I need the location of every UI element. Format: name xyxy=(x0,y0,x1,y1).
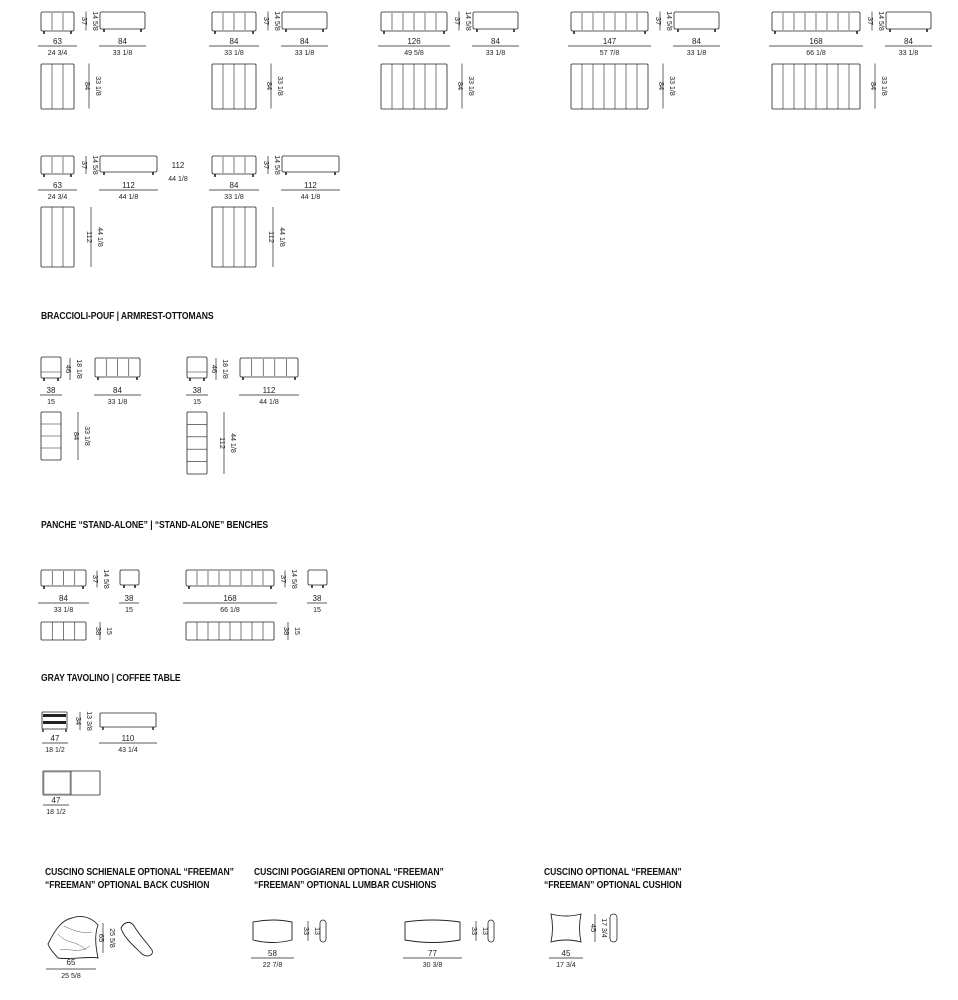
module-147-width-cm: 147 xyxy=(602,37,617,46)
module-deep-63-height-cm: 37 xyxy=(80,160,89,170)
module-147-height-in: 14 5/8 xyxy=(665,11,672,31)
module-168-depth-cm: 84 xyxy=(904,37,913,46)
coffee-table-height-cm: 34 xyxy=(74,716,83,726)
ottoman-84-width-in: 33 1/8 xyxy=(107,399,128,406)
ottoman-112-plan-depth-cm: 112 xyxy=(218,437,227,449)
module-deep-63-width-in: 24 3/4 xyxy=(47,194,68,201)
module-deep-63-side-cm: 112 xyxy=(122,181,135,190)
module-deep-63-height-in: 14 5/8 xyxy=(91,155,98,175)
module-deep-84-height-in: 14 5/8 xyxy=(273,155,280,175)
back-cushion-height-cm: 65 xyxy=(97,933,106,943)
bench-168-height-in: 14 5/8 xyxy=(290,569,297,589)
bench-84-end-width-cm: 38 xyxy=(124,594,134,603)
module-168-height-cm: 37 xyxy=(866,16,875,26)
module-deep-84-width-in: 33 1/8 xyxy=(224,194,244,201)
back-cushion-width-in: 25 5/8 xyxy=(61,973,81,980)
ottoman-84-width-cm: 84 xyxy=(113,386,122,395)
module-147-front xyxy=(571,12,648,31)
module-84-depth-cm: 84 xyxy=(300,37,309,46)
cushion-front xyxy=(551,914,581,942)
bench-168-end-width-cm: 38 xyxy=(312,594,322,603)
module-147-side xyxy=(674,12,719,29)
lumbar-cushion-58-side xyxy=(320,920,326,942)
module-168-depth-in: 33 1/8 xyxy=(898,50,919,57)
module-84-width-cm: 84 xyxy=(229,37,239,46)
section-title-cushion-it: CUSCINO OPTIONAL “FREEMAN” xyxy=(544,867,682,878)
module-63-height-cm: 37 xyxy=(80,16,89,26)
back-cushion-side xyxy=(121,922,152,955)
bench-84-plan-depth-in: 15 xyxy=(105,627,112,635)
ottoman-84-height-in: 18 1/8 xyxy=(75,359,82,379)
bench-84-height-cm: 37 xyxy=(91,574,100,584)
module-deep-63-side-in: 44 1/8 xyxy=(118,194,139,201)
module-deep-84-width-cm: 84 xyxy=(229,181,239,190)
coffee-table-plan-width-cm: 47 xyxy=(51,796,61,805)
module-deep-84-plan-depth-in: 44 1/8 xyxy=(278,227,285,247)
module-168-plan-depth-in: 33 1/8 xyxy=(880,76,887,96)
lumbar-cushion-58-height-cm: 33 xyxy=(302,926,311,936)
module-84-height-in: 14 5/8 xyxy=(273,11,280,31)
module-84-width-in: 33 1/8 xyxy=(224,50,244,57)
back-cushion-width-cm: 65 xyxy=(66,958,76,967)
bench-84-width-in: 33 1/8 xyxy=(53,607,74,614)
module-deep-84-plan-depth-cm: 112 xyxy=(267,231,276,243)
module-84-height-cm: 37 xyxy=(262,16,271,26)
module-84-depth-in: 33 1/8 xyxy=(294,50,315,57)
module-63-plan-depth-in: 33 1/8 xyxy=(94,76,101,96)
ottoman-84-arm-in: 15 xyxy=(47,399,55,406)
coffee-table-shelf xyxy=(43,721,66,724)
module-126-height-in: 14 5/8 xyxy=(464,11,471,31)
module-deep-63-side xyxy=(100,156,157,172)
ottoman-112-width-in: 44 1/8 xyxy=(259,399,279,406)
module-84-plan-depth-cm: 84 xyxy=(265,81,274,91)
module-126-width-in: 49 5/8 xyxy=(404,50,424,57)
coffee-table-top xyxy=(43,714,66,717)
section-title-back-cushion-it: CUSCINO SCHIENALE OPTIONAL “FREEMAN” xyxy=(45,867,234,878)
ottoman-112-front xyxy=(187,357,207,378)
module-deep-84-side-cm: 112 xyxy=(304,181,317,190)
ottoman-84-plan-depth-cm: 84 xyxy=(72,431,81,441)
module-63-side xyxy=(100,12,145,29)
module-147-depth-cm: 84 xyxy=(692,37,701,46)
module-deep-63-width-cm: 63 xyxy=(53,181,62,190)
module-63-front xyxy=(41,12,74,31)
bench-168-end-width-in: 15 xyxy=(313,607,321,614)
bench-168-width-cm: 168 xyxy=(223,594,237,603)
bench-84-width-cm: 84 xyxy=(59,594,68,603)
section-title-back-cushion-en: “FREEMAN” OPTIONAL BACK CUSHION xyxy=(45,880,210,891)
back-cushion-shape xyxy=(48,916,98,958)
bench-84-plan-depth-cm: 38 xyxy=(94,626,103,636)
ottoman-112-width-cm: 112 xyxy=(262,386,276,395)
coffee-table-side xyxy=(100,713,156,727)
module-126-width-cm: 126 xyxy=(407,37,421,46)
ottoman-84-arm-cm: 38 xyxy=(46,386,56,395)
lumbar-cushion-58-front xyxy=(253,920,292,943)
module-deep-63-plan-depth-cm: 112 xyxy=(85,231,94,243)
module-147-depth-in: 33 1/8 xyxy=(686,50,707,57)
module-126-depth-in: 33 1/8 xyxy=(485,50,506,57)
module-126-plan-depth-in: 33 1/8 xyxy=(467,76,474,96)
bench-168-plan-depth-in: 15 xyxy=(293,627,300,635)
section-title-lumbar-it: CUSCINI POGGIARENI OPTIONAL “FREEMAN” xyxy=(254,867,444,878)
section-title-coffee-table: GRAY TAVOLINO | COFFEE TABLE xyxy=(41,673,181,684)
module-63-height-in: 14 5/8 xyxy=(91,11,98,31)
module-126-depth-cm: 84 xyxy=(491,37,500,46)
lumbar-cushion-58-width-cm: 58 xyxy=(268,949,277,958)
lumbar-cushion-77-height-cm: 33 xyxy=(470,926,479,936)
bench-168-end-side xyxy=(308,570,327,585)
module-63-depth-cm: 84 xyxy=(118,37,127,46)
module-126-side xyxy=(473,12,518,29)
module-deep-63-plan xyxy=(41,207,74,267)
coffee-table-depth-in: 18 1/2 xyxy=(45,747,65,754)
module-deep-84-height-cm: 37 xyxy=(262,160,271,170)
lumbar-cushion-77-width-cm: 77 xyxy=(428,949,437,958)
lumbar-cushion-58-width-in: 22 7/8 xyxy=(262,962,283,969)
module-147-plan-depth-in: 33 1/8 xyxy=(668,76,675,96)
coffee-table-plan-width-in: 18 1/2 xyxy=(46,809,66,816)
ottoman-112-plan-depth-in: 44 1/8 xyxy=(229,433,236,453)
section-title-lumbar-en: “FREEMAN” OPTIONAL LUMBAR CUSHIONS xyxy=(254,880,437,891)
ottoman-112-height-in: 18 1/8 xyxy=(221,359,228,379)
module-63-width-cm: 63 xyxy=(53,37,62,46)
ottoman-112-back-front xyxy=(240,358,298,377)
back-cushion-height-in: 25 5/8 xyxy=(108,928,115,948)
lumbar-cushion-77-width-in: 30 3/8 xyxy=(422,962,443,969)
cushion-width-cm: 45 xyxy=(561,949,571,958)
module-63-depth-in: 33 1/8 xyxy=(112,50,133,57)
bench-84-height-in: 14 5/8 xyxy=(102,569,109,589)
lumbar-cushion-77-side xyxy=(488,920,494,942)
lumbar-cushion-77-height-in: 13 xyxy=(481,927,488,935)
coffee-table-width-in: 43 1/4 xyxy=(118,747,138,754)
module-deep-63-extra-in: 44 1/8 xyxy=(168,176,188,183)
module-84-side xyxy=(282,12,327,29)
module-deep-84-side xyxy=(282,156,339,172)
lumbar-cushion-77-front xyxy=(405,920,460,943)
module-168-side xyxy=(886,12,931,29)
ottoman-112-arm-cm: 38 xyxy=(192,386,202,395)
ottoman-112-arm-in: 15 xyxy=(193,399,201,406)
module-deep-63-plan-depth-in: 44 1/8 xyxy=(96,227,103,247)
module-deep-84-side-in: 44 1/8 xyxy=(300,194,321,201)
section-title-armrest-ottomans: BRACCIOLI-POUF | ARMREST-OTTOMANS xyxy=(41,311,214,322)
module-126-height-cm: 37 xyxy=(453,16,462,26)
module-147-plan-depth-cm: 84 xyxy=(657,81,666,91)
module-deep-63-extra-cm: 112 xyxy=(171,161,185,170)
module-126-plan-depth-cm: 84 xyxy=(456,81,465,91)
module-168-plan-depth-cm: 84 xyxy=(869,81,878,91)
cushion-width-in: 17 3/4 xyxy=(556,962,576,969)
module-63-width-in: 24 3/4 xyxy=(47,50,68,57)
module-63-plan xyxy=(41,64,74,109)
module-168-height-in: 14 5/8 xyxy=(877,11,884,31)
ottoman-84-front xyxy=(41,357,61,378)
bench-168-plan-depth-cm: 38 xyxy=(282,626,291,636)
module-147-height-cm: 37 xyxy=(654,16,663,26)
section-title-cushion-en: “FREEMAN” OPTIONAL CUSHION xyxy=(544,880,682,891)
bench-168-height-cm: 37 xyxy=(279,574,288,584)
ottoman-112-plan xyxy=(187,412,207,474)
ottoman-112-height-cm: 46 xyxy=(210,364,219,374)
cushion-height-in: 17 3/4 xyxy=(600,918,607,938)
ottoman-84-height-cm: 46 xyxy=(64,364,73,374)
module-147-plan xyxy=(571,64,648,109)
bench-84-end-width-in: 15 xyxy=(125,607,133,614)
bench-168-width-in: 66 1/8 xyxy=(220,607,240,614)
module-168-width-cm: 168 xyxy=(809,37,823,46)
bench-84-end-side xyxy=(120,570,139,585)
lumbar-cushion-58-height-in: 13 xyxy=(313,927,320,935)
module-63-plan-depth-cm: 84 xyxy=(83,81,92,91)
module-84-plan-depth-in: 33 1/8 xyxy=(276,76,283,96)
coffee-table-height-in: 13 3/8 xyxy=(85,711,92,731)
coffee-table-width-cm: 110 xyxy=(121,734,135,743)
module-deep-63-front xyxy=(41,156,74,174)
coffee-table-depth-cm: 47 xyxy=(50,734,60,743)
section-title-benches: PANCHE “STAND-ALONE” | “STAND-ALONE” BENCHES xyxy=(41,520,269,531)
module-168-width-in: 66 1/8 xyxy=(806,50,826,57)
cushion-height-cm: 45 xyxy=(589,923,598,933)
cushion-side xyxy=(610,914,617,942)
ottoman-84-plan-depth-in: 33 1/8 xyxy=(83,426,90,446)
module-147-width-in: 57 7/8 xyxy=(599,50,620,57)
coffee-table-plan xyxy=(43,771,100,795)
